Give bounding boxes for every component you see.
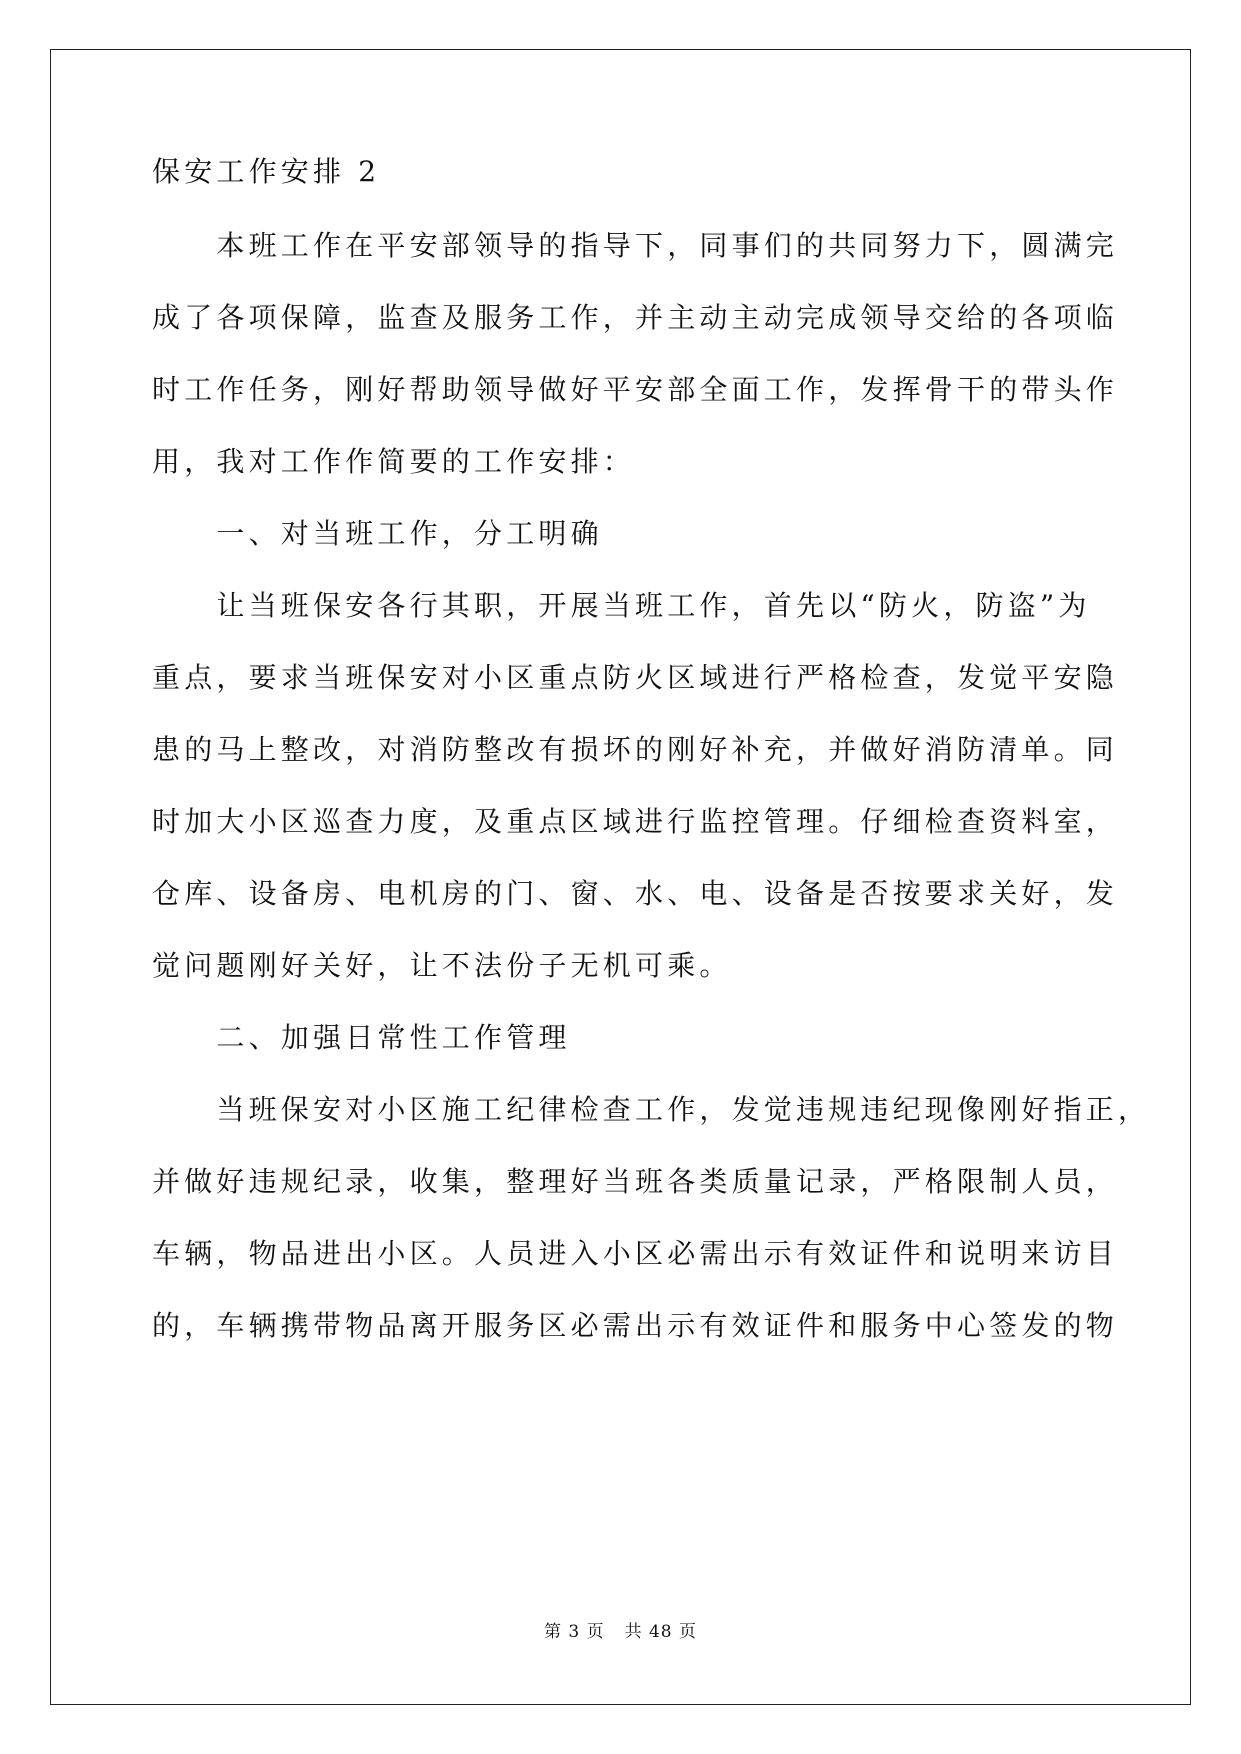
text-line: 时加大小区巡查力度，及重点区域进行监控管理。仔细检查资料室，: [152, 805, 1119, 838]
page-total: 共 48 页: [624, 1622, 698, 1642]
text-line: 重点，要求当班保安对小区重点防火区域进行严格检查，发觉平安隐: [152, 661, 1119, 694]
section-heading: 一、对当班工作，分工明确: [152, 517, 603, 550]
text-line: 患的马上整改，对消防整改有损坏的刚好补充，并做好消防清单。同: [152, 733, 1119, 766]
text-line: 用，我对工作作简要的工作安排：: [152, 445, 636, 478]
page-footer: [0, 1620, 1241, 1644]
text-line: 成了各项保障，监查及服务工作，并主动主动完成领导交给的各项临: [152, 301, 1119, 334]
page-number: 第 3 页: [543, 1622, 605, 1642]
text-line: 时工作任务，刚好帮助领导做好平安部全面工作，发挥骨干的带头作: [152, 373, 1119, 406]
text-line: 车辆，物品进出小区。人员进入小区必需出示有效证件和说明来访目: [152, 1237, 1119, 1270]
text-line: 的，车辆携带物品离开服务区必需出示有效证件和服务中心签发的物: [152, 1309, 1119, 1342]
text-line: 本班工作在平安部领导的指导下，同事们的共同努力下，圆满完: [152, 229, 1119, 262]
section-heading: 二、加强日常性工作管理: [152, 1021, 571, 1054]
text-line: 当班保安对小区施工纪律检查工作，发觉违规违纪现像刚好指正，: [152, 1093, 1151, 1126]
document-title: 保安工作安排 2: [152, 155, 381, 188]
text-line: 并做好违规纪录，收集，整理好当班各类质量记录，严格限制人员，: [152, 1165, 1119, 1198]
text-line: 仓库、设备房、电机房的门、窗、水、电、设备是否按要求关好，发: [152, 877, 1119, 910]
text-line: 让当班保安各行其职，开展当班工作，首先以“防火，防盗”为: [152, 589, 1091, 622]
text-line: 觉问题刚好关好，让不法份子无机可乘。: [152, 949, 732, 982]
